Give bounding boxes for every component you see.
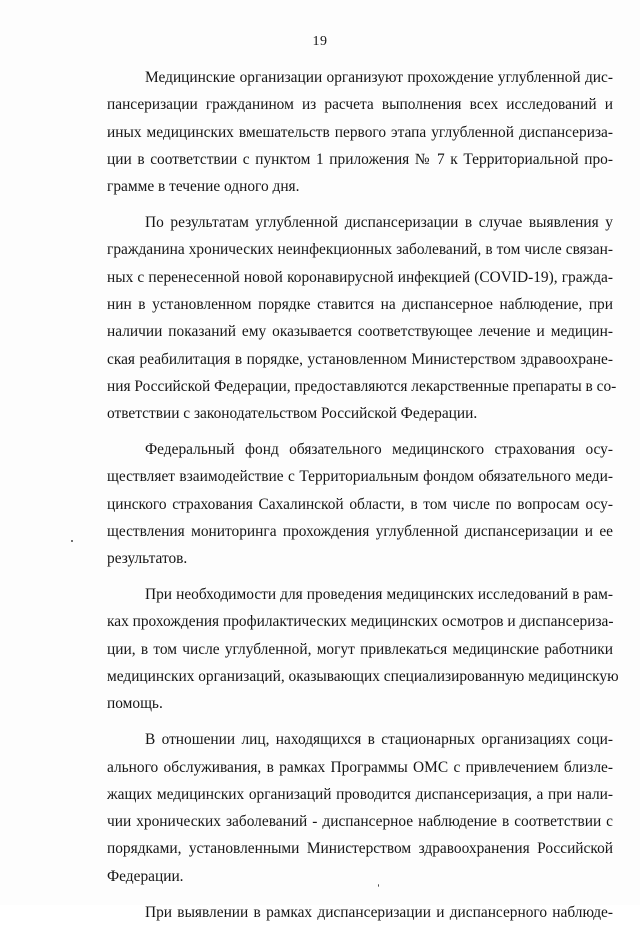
text-line: чии хронических заболеваний - диспансерное наблюдение в соответствии с <box>107 813 613 831</box>
text-line: наличии показаний ему оказывается соответствующее лечение и медицин- <box>107 323 613 341</box>
text-line: Федеральный фонд обязательного медицинского страхования осу- <box>145 441 613 459</box>
paragraph-5 <box>107 726 613 890</box>
text-line: гражданина хронических неинфекционных заболеваний, в том числе связан- <box>107 241 613 259</box>
text-line: При необходимости для проведения медицинских исследований в рам- <box>145 586 613 604</box>
text-line: ская реабилитация в порядке, установленном Министерством здравоохране- <box>107 350 613 368</box>
paragraph-1 <box>107 64 613 200</box>
text-line: порядками, установленными Министерством здравоохранения Российской <box>107 840 613 858</box>
scan-speck <box>378 884 379 887</box>
text-line: ществляет взаимодействие с Территориальным фондом обязательного меди- <box>107 468 613 486</box>
text-line: Медицинские организации организуют прохождение углубленной дис- <box>145 69 613 86</box>
paragraph-6 <box>107 899 613 926</box>
document-body <box>107 64 619 926</box>
text-line: ных с перенесенной новой коронавирусной инфекцией (COVID-19), гражда- <box>107 268 613 286</box>
text-line: помощь. <box>107 695 163 713</box>
text-line: результатов. <box>107 550 188 568</box>
text-line: медицинских организаций, оказывающих специализированную медицинскую <box>107 668 619 686</box>
text-line: жащих медицинских организаций проводится диспансеризация, а при нали- <box>107 785 613 803</box>
text-line: нин в установленном порядке ставится на диспансерное наблюдение, при <box>107 295 613 313</box>
text-line: ния Российской Федерации, предоставляются лекарственные препараты в со- <box>107 377 617 395</box>
paragraph-2 <box>107 209 617 427</box>
text-line: ции, в том числе углубленной, могут привлекаться медицинские работники <box>107 640 613 658</box>
text-line: ции в соответствии с пунктом 1 приложения № 7 к Территориальной про- <box>107 150 613 168</box>
text-line: ального обслуживания, в рамках Программы ОМС с привлечением близле- <box>107 758 613 776</box>
text-line: цинского страхования Сахалинской области, в том числе по вопросам осу- <box>107 495 613 513</box>
text-line: ществления мониторинга прохождения углубленной диспансеризации и ее <box>107 522 613 540</box>
text-line: грамме в течение одного дня. <box>107 178 300 196</box>
text-line: По результатам углубленной диспансеризации в случае выявления у <box>145 214 613 232</box>
page-number: 19 <box>312 34 328 49</box>
paragraph-3 <box>107 436 613 572</box>
text-line: ках прохождения профилактических медицинских осмотров и диспансериза- <box>107 613 614 631</box>
text-line: При выявлении в рамках диспансеризации и диспансерного наблюде- <box>145 903 613 921</box>
text-line: Федерации. <box>107 867 184 885</box>
paragraph-4 <box>107 581 619 717</box>
text-line: пансеризации гражданином из расчета выполнения всех исследований и <box>107 96 613 114</box>
text-line: иных медицинских вмешательств первого этапа углубленной диспансериза- <box>107 123 613 141</box>
scan-speck <box>71 540 73 542</box>
text-line: В отношении лиц, находящихся в стационарных организациях соци- <box>145 731 613 749</box>
text-line: ответствии с законодательством Российской Федерации. <box>107 405 478 423</box>
